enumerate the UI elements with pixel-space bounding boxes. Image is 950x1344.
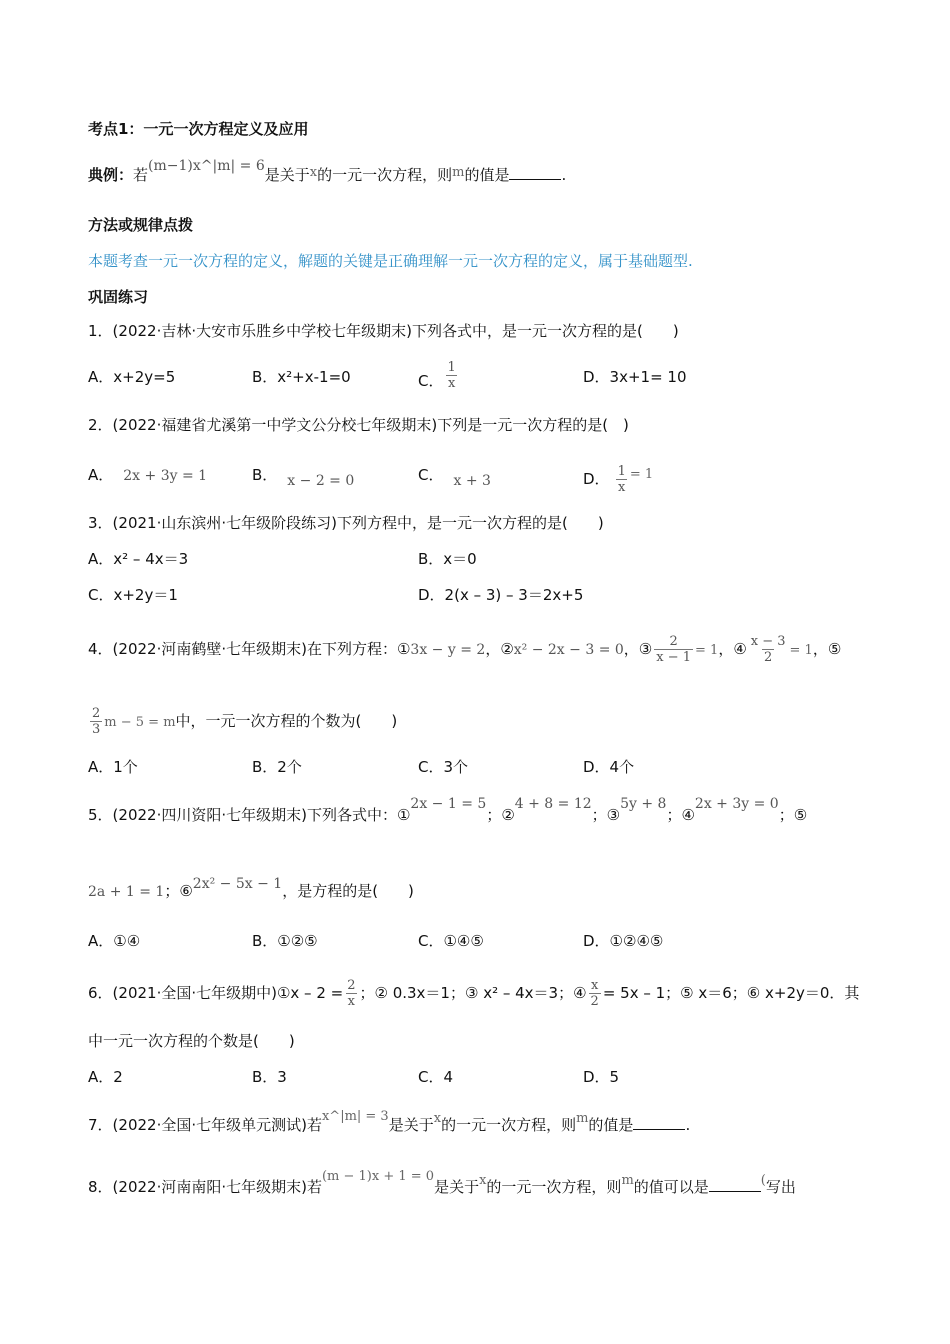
q5-text: ；② (486, 806, 515, 824)
q5-option-a: A．①④ (88, 932, 141, 950)
q1-option-c-fraction (445, 360, 457, 391)
question-6-stem-line2: 中一元一次方程的个数是( ) (88, 1032, 295, 1050)
q5-text: ；⑤ (778, 806, 808, 824)
q2-option-c-label: C． (418, 466, 444, 484)
q8-var-m: m (621, 1173, 634, 1188)
q6-text: ；② 0.3x＝1；③ x² – 4x＝3；④ (359, 984, 587, 1002)
q7-var-m: m (576, 1111, 589, 1126)
section-title: 考点1：一元一次方程定义及应用 (88, 120, 309, 138)
practice-title: 巩固练习 (88, 288, 149, 306)
q6-option-b: B．3 (252, 1068, 287, 1086)
question-8-stem (88, 1169, 796, 1200)
q5-expr-1: 2x − 1 = 5 (410, 796, 487, 812)
q4-text: ，④ (718, 640, 747, 658)
q5-expr-5: 2a + 1 = 1 (88, 884, 165, 900)
q5-expr-2: 4 + 8 = 12 (514, 796, 592, 812)
q2-option-b (252, 464, 354, 487)
q6-option-c: C．4 (418, 1068, 454, 1086)
q7-equation: x^|m| = 3 (321, 1109, 389, 1124)
question-5-stem-line2 (88, 876, 414, 903)
example-label: 典例： (88, 166, 134, 184)
question-1-stem: 1．(2022·吉林·大安市乐胜乡中学校七年级期末)下列各式中，是一元一次方程的是( ) (88, 322, 679, 340)
q7-text: 7．(2022·全国·七年级单元测试)若 (88, 1116, 322, 1134)
q4-option-d: D．4个 (583, 758, 635, 776)
q5-option-d: D．①②④⑤ (583, 932, 664, 950)
fraction-denominator: 2 (764, 650, 773, 665)
q2-option-a-label: A． (88, 466, 114, 484)
q4-text: ，⑤ (812, 640, 842, 658)
q1-option-c (418, 360, 460, 397)
q2-option-d (583, 464, 653, 495)
q7-text: 是关于 (388, 1116, 434, 1134)
question-3-stem: 3．(2021·山东滨州·七年级阶段练习)下列方程中，是一元一次方程的是( ) (88, 514, 604, 532)
example-text: 的一元一次方程，则 (317, 166, 453, 184)
q5-option-c: C．①④⑤ (418, 932, 484, 950)
q1-option-a: A．x+2y=5 (88, 368, 176, 386)
q4-option-a: A．1个 (88, 758, 138, 776)
fraction-denominator: x (347, 994, 356, 1009)
q8-var-x: x (479, 1173, 487, 1188)
q5-text: ；③ (591, 806, 621, 824)
q4-option-c: C．3个 (418, 758, 469, 776)
q6-option-d: D．5 (583, 1068, 620, 1086)
q8-paren: ( (760, 1173, 766, 1188)
question-4-stem-line2 (88, 706, 397, 737)
fraction-denominator: 3 (92, 722, 101, 737)
q4-text: 4．(2022·河南鹤壁·七年级期末)在下列方程：① (88, 640, 411, 658)
example-text: 的值是 (464, 166, 510, 184)
question-6-stem (88, 978, 859, 1009)
q4-equation-5-rest: m − 5 = m (104, 715, 176, 730)
q4-text: ，③ (623, 640, 653, 658)
q2-option-c (418, 464, 491, 487)
q3-option-a: A．x² – 4x＝3 (88, 550, 189, 568)
q4-equation-4-rhs: = 1 (789, 643, 813, 658)
q5-expr-3: 5y + 8 (620, 796, 667, 812)
q7-var-x: x (433, 1111, 442, 1126)
fraction-denominator: x (618, 480, 626, 495)
q2-option-d-label: D． (583, 470, 610, 488)
fraction-numerator: 2 (92, 706, 101, 721)
q5-option-b: B．①②⑤ (252, 932, 318, 950)
question-5-stem (88, 796, 808, 827)
fraction-numerator: 1 (447, 360, 456, 375)
method-text: 本题考查一元一次方程的定义，解题的关键是正确理解一元一次方程的定义，属于基础题型. (88, 252, 693, 270)
q7-text: 的值是 (588, 1116, 634, 1134)
q7-text: . (685, 1116, 691, 1134)
answer-blank (709, 1177, 761, 1192)
q5-text: ，是方程的是( ) (282, 882, 414, 900)
q4-option-b: B．2个 (252, 758, 302, 776)
example-equation: (m−1)x^|m| = 6 (148, 158, 265, 174)
q4-equation-5-fraction (90, 706, 102, 737)
fraction-numerator: 1 (617, 464, 626, 479)
fraction-denominator: x (447, 376, 456, 391)
q5-text: ；⑥ (164, 882, 193, 900)
q8-text: 是关于 (434, 1178, 480, 1196)
fraction-numerator: x (591, 978, 599, 993)
example-text: . (561, 166, 567, 184)
q4-equation-4-fraction (749, 634, 788, 665)
answer-blank (633, 1115, 685, 1130)
q2-option-a-math: 2x + 3y = 1 (123, 468, 208, 484)
q6-fraction-1 (345, 978, 357, 1009)
q5-text: ；④ (666, 806, 695, 824)
q2-option-a (88, 464, 207, 487)
q8-text: 写出 (765, 1178, 796, 1196)
example-var-m: m (452, 165, 465, 180)
q6-fraction-2 (589, 978, 601, 1009)
example-line (88, 158, 567, 188)
q1-option-c-label: C． (418, 372, 444, 390)
fraction-numerator: 2 (669, 634, 678, 649)
example-var-x: x (309, 165, 318, 180)
question-2-stem: 2．(2022·福建省尤溪第一中学文公分校七年级期末)下列是一元一次方程的是( ) (88, 416, 629, 434)
q8-text: 的值可以是 (633, 1178, 709, 1196)
q2-option-d-rhs: = 1 (629, 467, 654, 482)
q5-expr-6: 2x² − 5x − 1 (192, 876, 283, 892)
q4-equation-3-fraction (654, 634, 693, 665)
q8-equation: (m − 1)x + 1 = 0 (321, 1169, 435, 1184)
fraction-denominator: x − 1 (656, 650, 692, 665)
q2-option-b-math: x − 2 = 0 (287, 473, 355, 489)
fraction-denominator: 2 (590, 994, 599, 1009)
q3-option-b: B．x＝0 (418, 550, 477, 568)
q4-text: 中，一元一次方程的个数为( ) (175, 712, 398, 730)
answer-blank (509, 165, 561, 180)
q5-text: 5．(2022·四川资阳·七年级期末)下列各式中：① (88, 806, 411, 824)
example-text: 是关于 (264, 166, 310, 184)
example-prefix: 若 (133, 166, 149, 184)
q6-text: = 5x – 1；⑤ x＝6；⑥ x+2y＝0．其 (602, 984, 860, 1002)
q4-text: ，② (485, 640, 514, 658)
q3-option-d: D．2(x – 3) – 3＝2x+5 (418, 586, 584, 604)
q2-option-d-fraction (616, 464, 628, 495)
q4-equation-2: x² − 2x − 3 = 0 (513, 642, 624, 658)
q1-option-d: D．3x+1= 10 (583, 368, 687, 386)
q8-text: 的一元一次方程，则 (486, 1178, 622, 1196)
q2-option-c-math: x + 3 (453, 473, 491, 489)
q2-option-b-label: B． (252, 466, 278, 484)
question-7-stem (88, 1109, 691, 1138)
q5-expr-4: 2x + 3y = 0 (694, 796, 779, 812)
q8-text: 8．(2022·河南南阳·七年级期末)若 (88, 1178, 322, 1196)
fraction-numerator: x − 3 (750, 634, 786, 649)
method-title: 方法或规律点拨 (88, 216, 194, 234)
fraction-numerator: 2 (347, 978, 356, 993)
q1-option-b: B．x²+x-1=0 (252, 368, 351, 386)
q3-option-c: C．x+2y＝1 (88, 586, 178, 604)
q4-equation-3-rhs: = 1 (695, 643, 719, 658)
question-4-stem (88, 634, 841, 665)
q4-equation-1: 3x − y = 2 (410, 642, 486, 658)
q6-text: 6．(2021·全国·七年级期中)①x – 2 = (88, 984, 344, 1002)
q7-text: 的一元一次方程，则 (441, 1116, 577, 1134)
q6-option-a: A．2 (88, 1068, 123, 1086)
